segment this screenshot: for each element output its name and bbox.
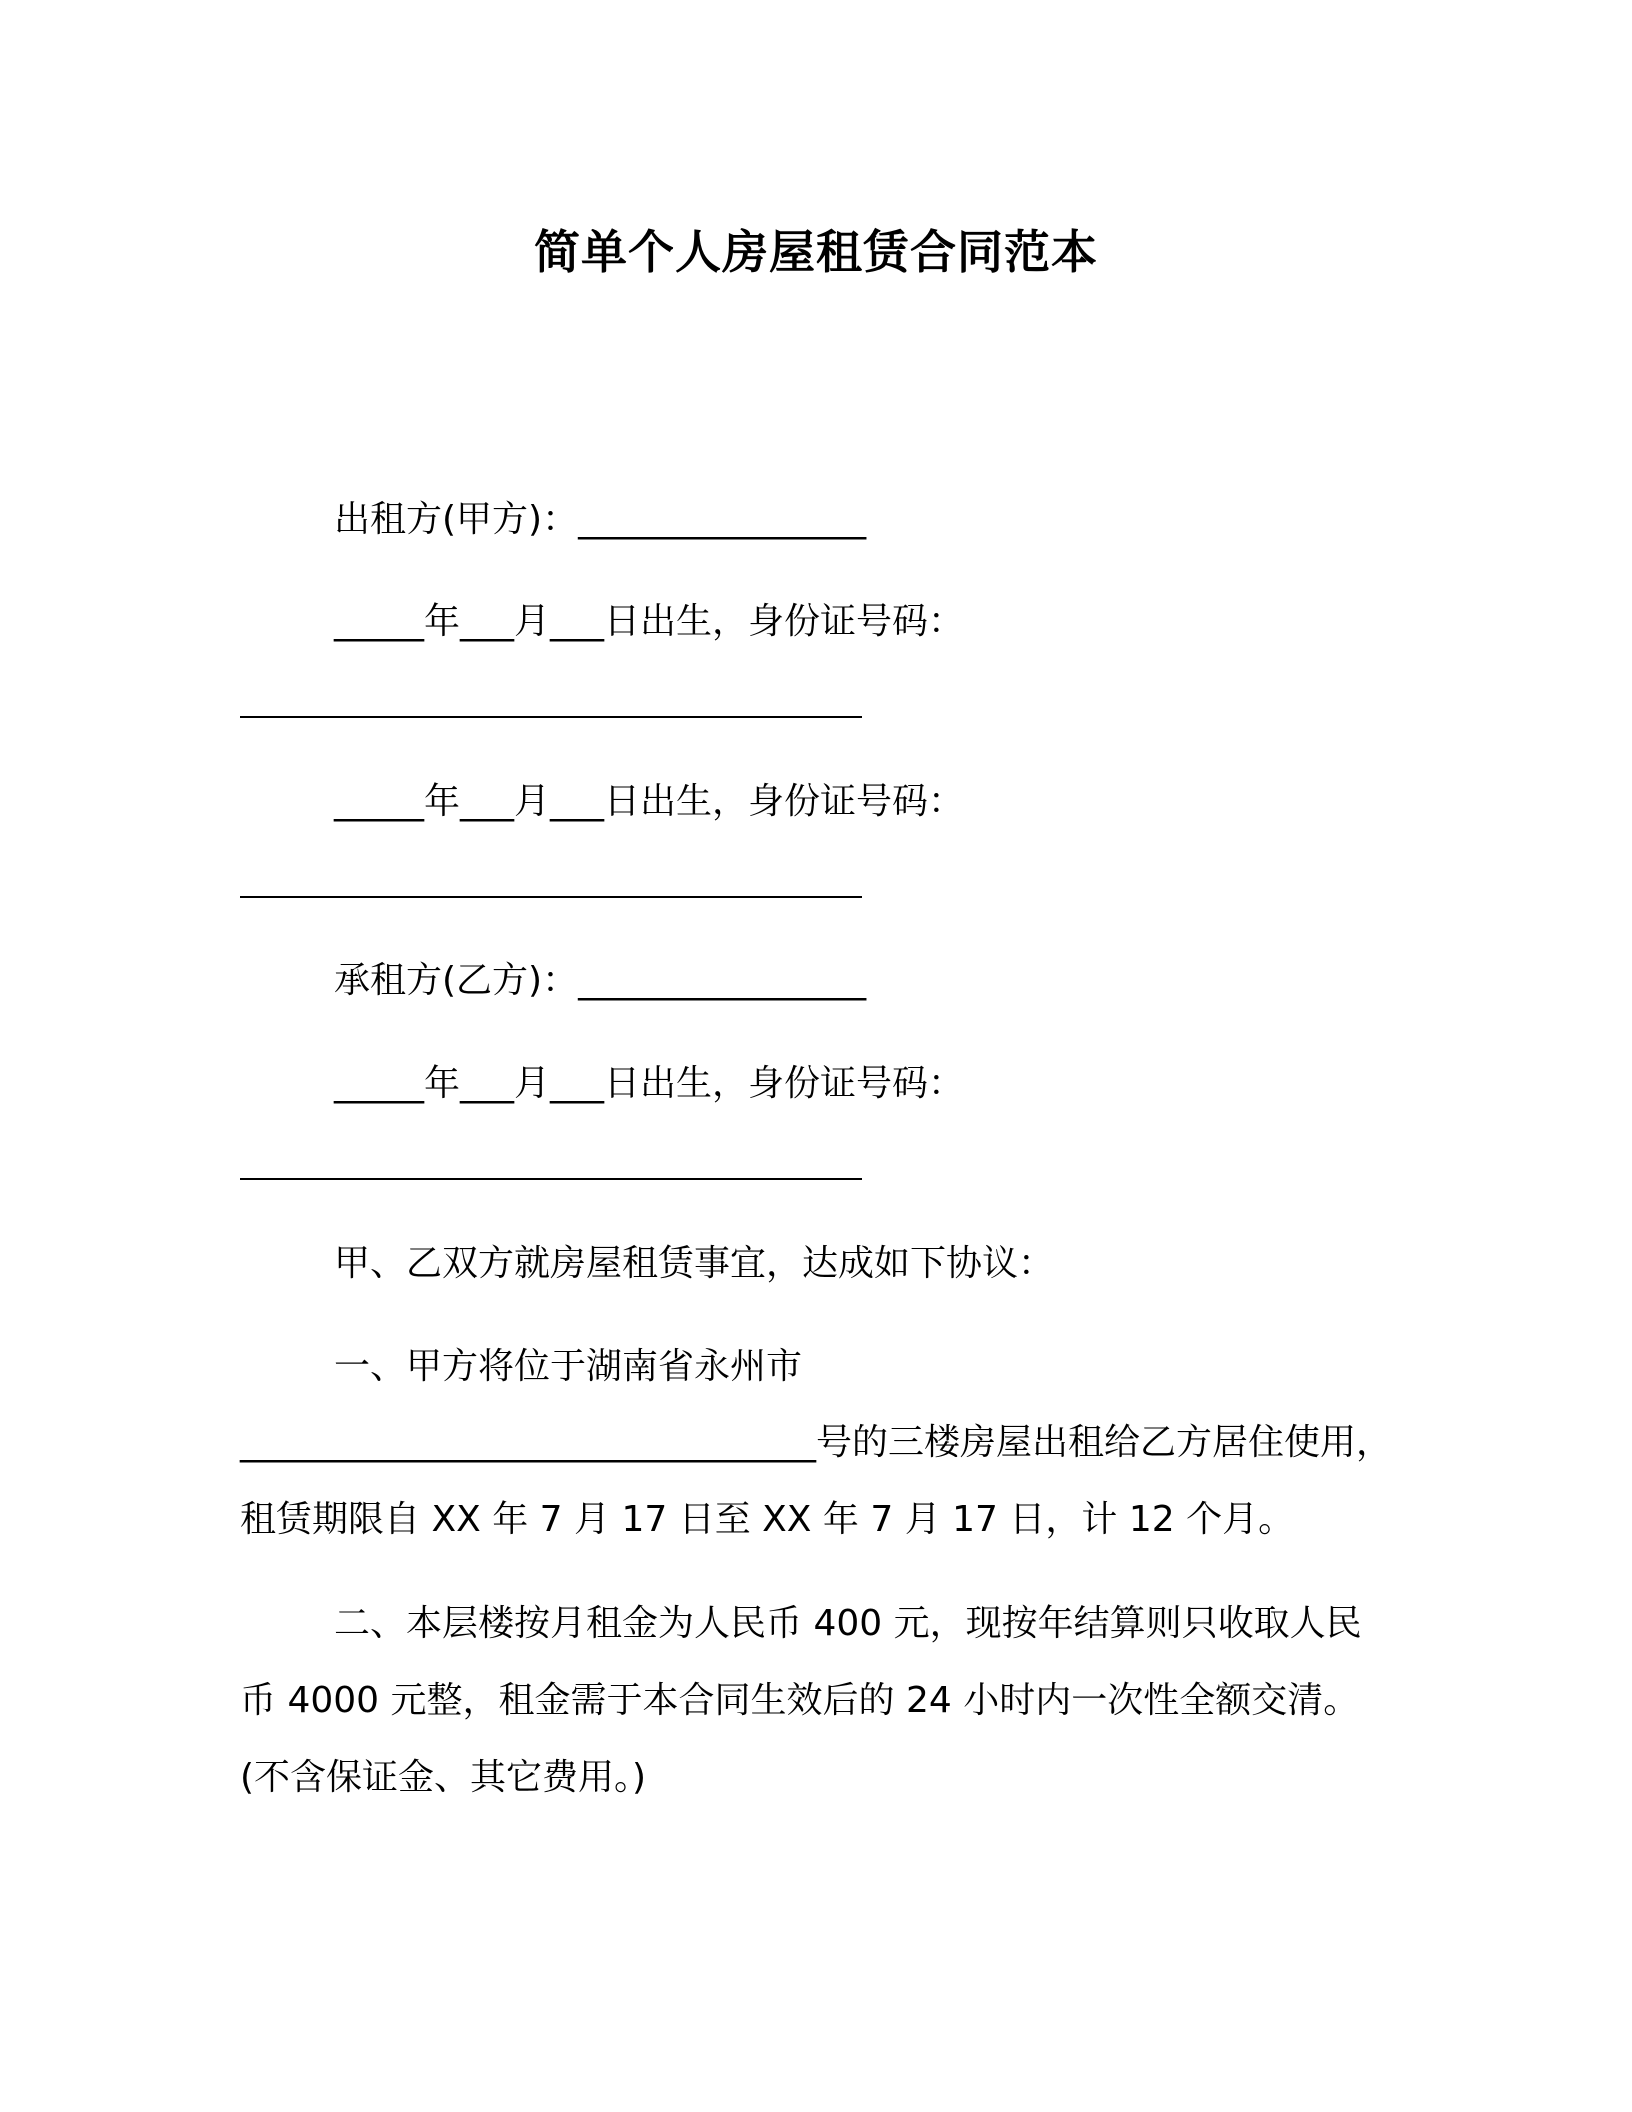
lessor-birth-id-line-2: _____年___月___日出生，身份证号码： [334, 781, 965, 822]
lessee-line: 承租方(乙方)：________________ [334, 960, 867, 1001]
document-title: 简单个人房屋租赁合同范本 [534, 225, 1098, 279]
id-number-blank-3 [240, 1178, 862, 1180]
clause-1-line-1: 一、甲方将位于湖南省永州市 [334, 1346, 803, 1387]
lessor-line: 出租方(甲方)：________________ [334, 499, 867, 540]
clause-2-line-1: 二、本层楼按月租金为人民币 400 元，现按年结算则只收取人民 [334, 1603, 1362, 1644]
clause-1-line-3: 租赁期限自 XX 年 7 月 17 日至 XX 年 7 月 17 日，计 12 个月。 [240, 1499, 1295, 1540]
clause-2-line-2: 币 4000 元整，租金需于本合同生效后的 24 小时内一次性全额交清。 [240, 1680, 1360, 1721]
lessee-birth-id-line: _____年___月___日出生，身份证号码： [334, 1063, 965, 1104]
clause-1-line-2: ________________________________号的三楼房屋出租给乙方居住使用， [240, 1422, 1393, 1463]
lessor-birth-id-line-1: _____年___月___日出生，身份证号码： [334, 601, 965, 642]
clause-2-line-3: (不含保证金、其它费用。) [240, 1757, 647, 1798]
agreement-intro: 甲、乙双方就房屋租赁事宜，达成如下协议： [334, 1243, 1055, 1284]
id-number-blank-1 [240, 716, 862, 718]
id-number-blank-2 [240, 896, 862, 898]
